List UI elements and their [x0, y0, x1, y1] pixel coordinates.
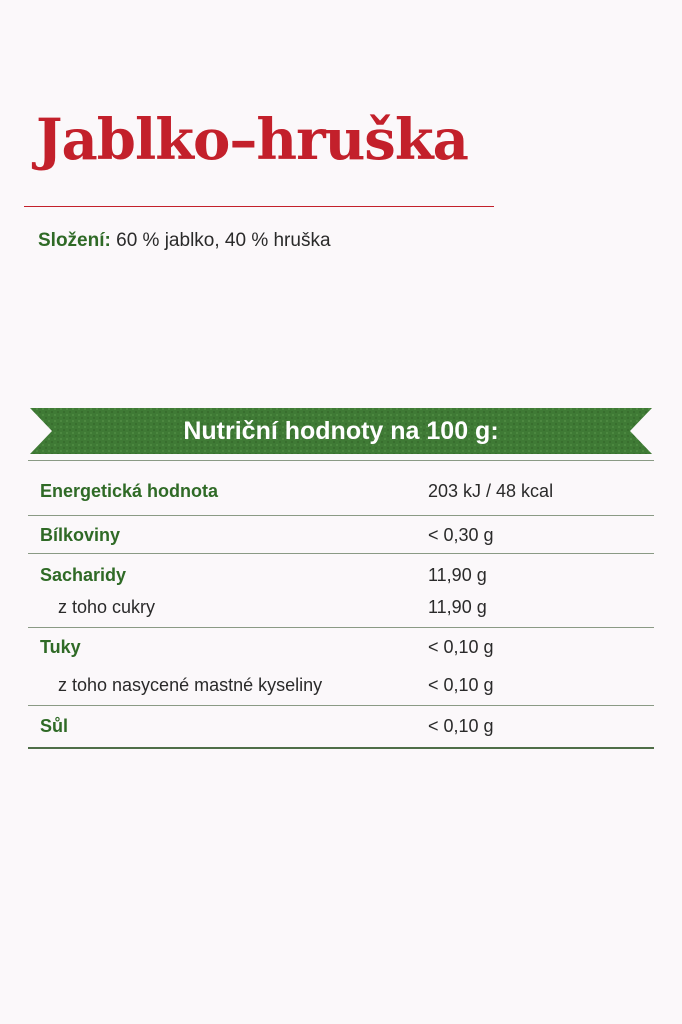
table-rule	[28, 705, 654, 706]
nutrient-energy-value: 203 kJ / 48 kcal	[428, 481, 554, 501]
nutrient-energy-label: Energetická hodnota	[40, 481, 219, 501]
table-bottom-rule	[28, 747, 654, 749]
nutrient-sugars-label: z toho cukry	[58, 597, 156, 617]
composition-line	[38, 230, 331, 252]
composition-label: Složení:	[38, 230, 111, 251]
nutrient-fat-label: Tuky	[40, 637, 81, 657]
product-title: Jablko–hruška	[36, 107, 468, 173]
nutrition-banner	[30, 408, 652, 454]
nutrient-protein-value: < 0,30 g	[428, 525, 494, 545]
nutrition-heading: Nutriční hodnoty na 100 g:	[183, 417, 499, 445]
nutrient-protein-label: Bílkoviny	[40, 525, 121, 545]
nutrient-saturated-label: z toho nasycené mastné kyseliny	[58, 675, 323, 695]
nutrient-fat-value: < 0,10 g	[428, 637, 494, 657]
table-rule	[28, 553, 654, 554]
nutrient-carbs-value: 11,90 g	[428, 565, 487, 585]
nutrient-salt-label: Sůl	[40, 716, 69, 736]
table-rule	[28, 515, 654, 516]
title-divider	[24, 206, 494, 207]
table-rule	[28, 460, 654, 461]
composition-value: 60 % jablko, 40 % hruška	[110, 230, 331, 251]
nutrient-salt-value: < 0,10 g	[428, 716, 494, 736]
nutrient-carbs-label: Sacharidy	[40, 565, 127, 585]
nutrient-sugars-value: 11,90 g	[428, 597, 487, 617]
table-rule	[28, 627, 654, 628]
nutrient-saturated-value: < 0,10 g	[428, 675, 494, 695]
